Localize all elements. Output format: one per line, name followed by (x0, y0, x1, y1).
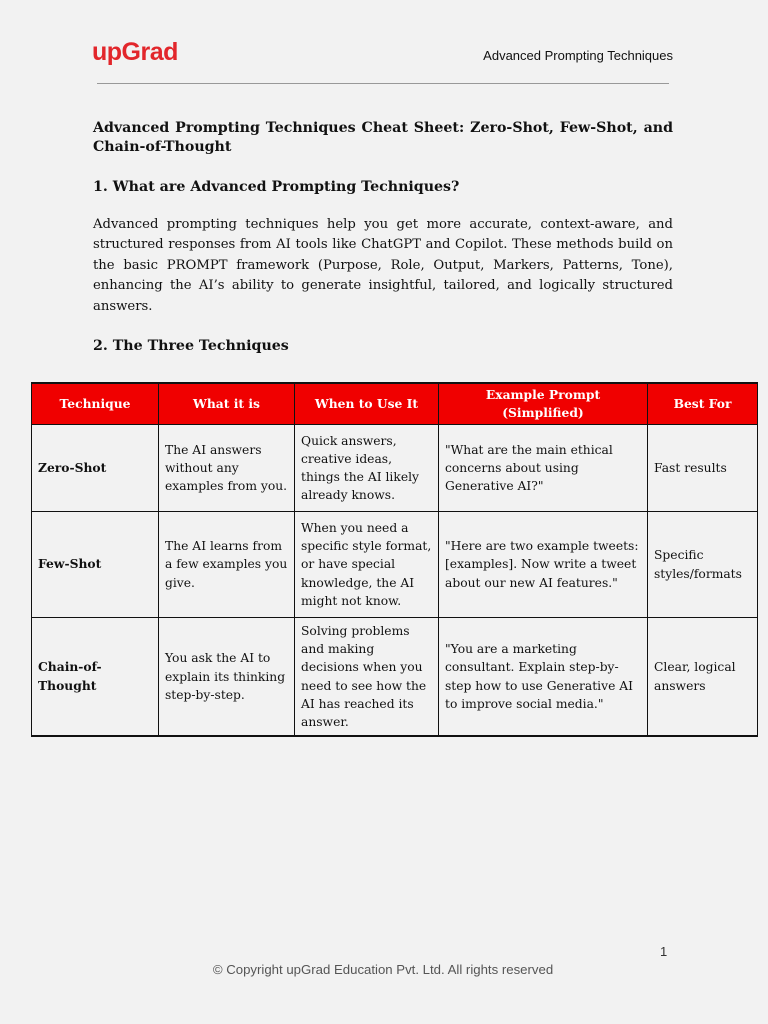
header-divider (97, 83, 669, 84)
technique-cell: Chain-of-Thought (32, 618, 159, 737)
table-cell: The AI answers without any examples from you. (159, 425, 295, 512)
copyright-notice: © Copyright upGrad Education Pvt. Ltd. All rights reserved (212, 962, 554, 977)
table-row (32, 618, 758, 737)
table-cell: Specific styles/formats (648, 512, 758, 618)
table-cell: When you need a specific style format, or have special knowledge, the AI might not know. (295, 512, 439, 618)
table-row (32, 425, 758, 512)
document-title: Advanced Prompting Techniques Cheat Sheet: Zero-Shot, Few-Shot, and Chain-of-Thought (93, 120, 673, 155)
table-row (32, 512, 758, 618)
table-cell: The AI learns from a few examples you give. (159, 512, 295, 618)
section-heading-1: 1. What are Advanced Prompting Techniques? (93, 179, 460, 195)
column-header: Technique (32, 383, 159, 425)
page-number: 1 (660, 944, 668, 959)
table-cell: "You are a marketing consultant. Explain step-by-step how to use Generative AI to improve social media." (439, 618, 648, 737)
table-cell: "What are the main ethical concerns about using Generative AI?" (439, 425, 648, 512)
column-header: When to Use It (295, 383, 439, 425)
table-header-row (32, 383, 758, 425)
section-1-paragraph: Advanced prompting techniques help you get more accurate, context-aware, and structured responses from AI tools like ChatGPT and Copilot. These methods build on the basic PROMPT framework (Purpose, Role, Output, Markers, Patterns, Tone), enhancing the AI’s ability to generate insightful, tailored, and logically structured answers. (93, 217, 673, 314)
column-header: Best For (648, 383, 758, 425)
technique-cell: Few-Shot (32, 512, 159, 618)
table-cell: Solving problems and making decisions when you need to see how the AI has reached its answer. (295, 618, 439, 737)
table-cell: Clear, logical answers (648, 618, 758, 737)
section-heading-2: 2. The Three Techniques (93, 338, 289, 354)
technique-cell: Zero-Shot (32, 425, 159, 512)
table-cell: "Here are two example tweets: [examples]. Now write a tweet about our new AI features." (439, 512, 648, 618)
column-header: Example Prompt (Simplified) (439, 383, 648, 425)
table-cell: Fast results (648, 425, 758, 512)
upgrad-logo: upGrad (92, 38, 178, 66)
techniques-table (31, 382, 758, 737)
column-header: What it is (159, 383, 295, 425)
header-title: Advanced Prompting Techniques (483, 48, 673, 63)
table-cell: You ask the AI to explain its thinking step-by-step. (159, 618, 295, 737)
table-cell: Quick answers, creative ideas, things the AI likely already knows. (295, 425, 439, 512)
